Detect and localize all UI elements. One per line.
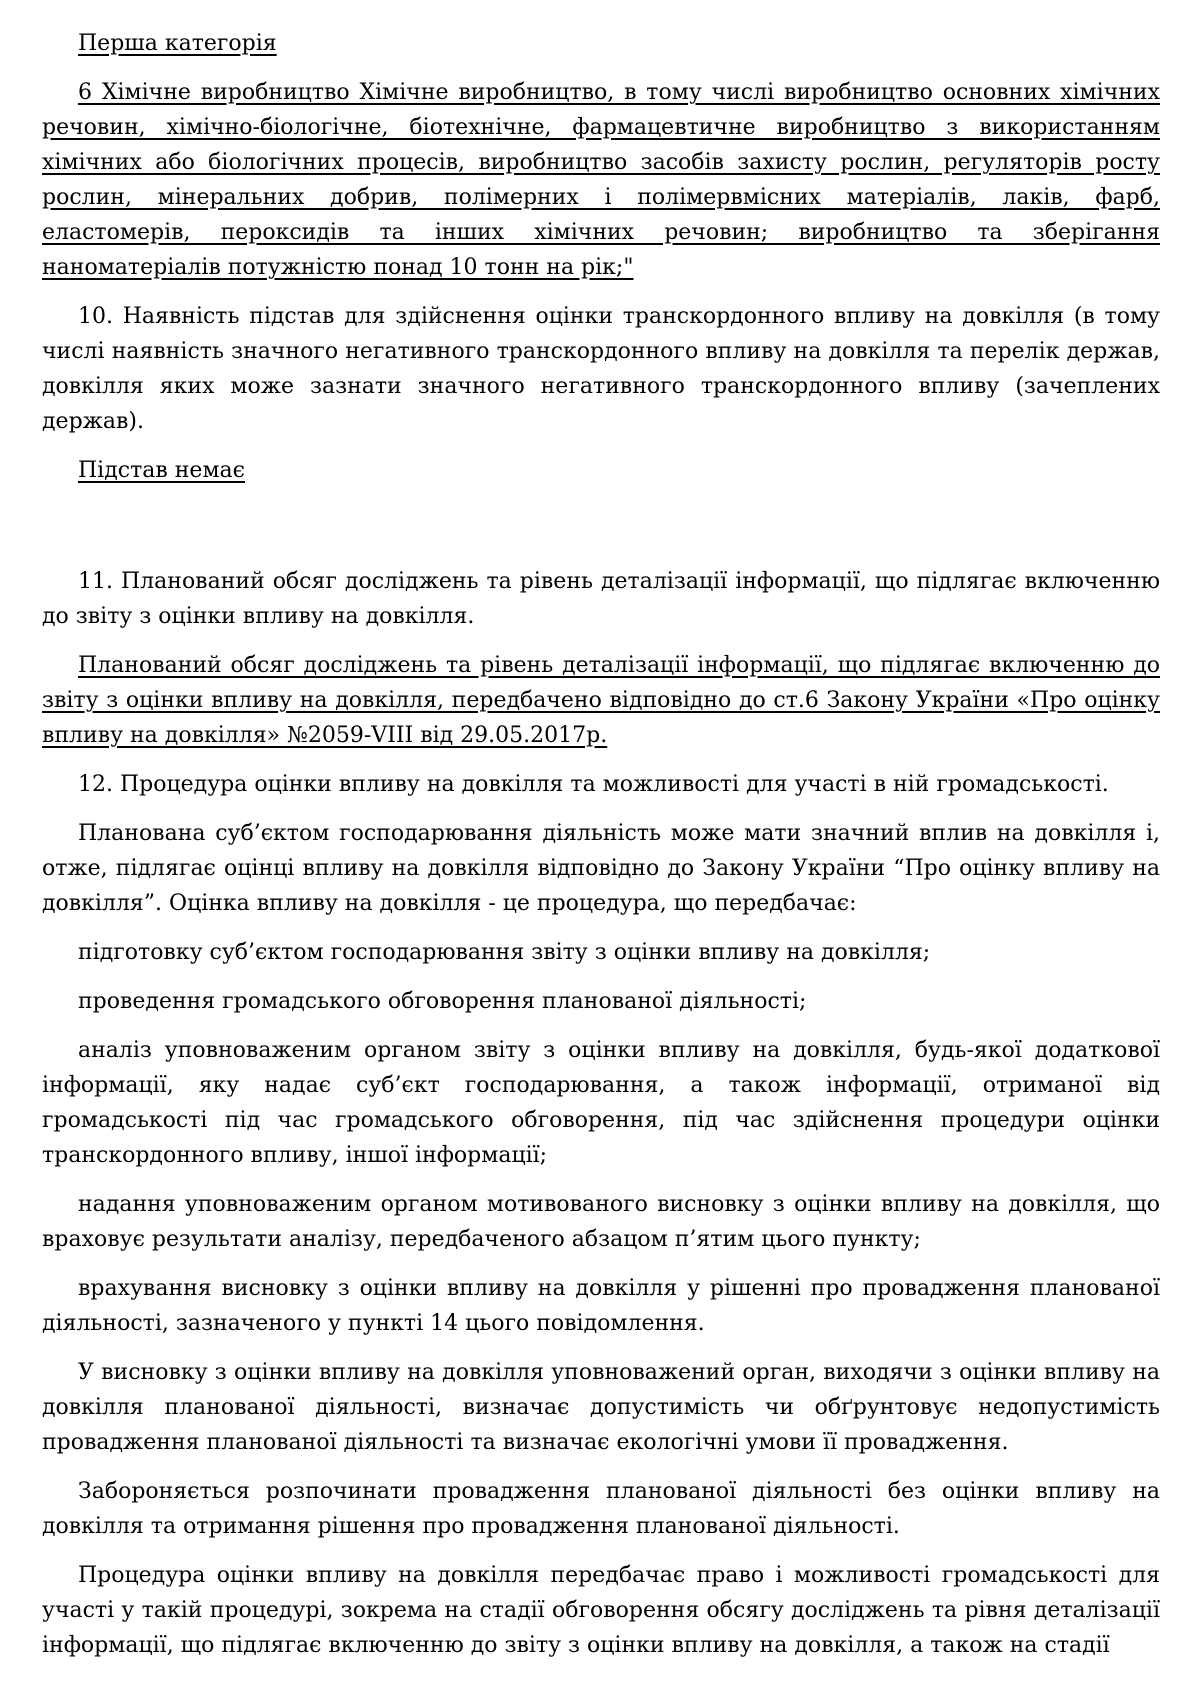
- para-no-grounds: Підстав немає: [78, 458, 245, 483]
- para-motivated-conclusion: надання уповноваженим органом мотивованого висновку з оцінки впливу на довкілля, що враховує результати аналізу, передбаченого абзацом п’ятим цього пункту;: [42, 1192, 1160, 1252]
- para-prohibition-without-assessment: Забороняється розпочинати провадження планованої діяльності без оцінки впливу на довкілля та отримання рішення про провадження планованої діяльності.: [42, 1479, 1160, 1539]
- para-admissibility-determination: У висновку з оцінки впливу на довкілля уповноважений орган, виходячи з оцінки впливу на довкілля планованої діяльності, визначає допустимість чи обґрунтовує недопустимість провадження планованої діяльності та визначає екологічні умови її провадження.: [42, 1360, 1160, 1455]
- para-item-10-transboundary: 10. Наявність підстав для здійснення оцінки транскордонного впливу на довкілля (в тому числі наявність значного негативного транскордонного впливу на довкілля та перелік держав, довкілля яких може зазнати значного негативного транскордонного впливу (зачеплених держав).: [42, 304, 1160, 434]
- para-report-preparation: підготовку суб’єктом господарювання звіту з оцінки впливу на довкілля;: [78, 940, 931, 965]
- para-authority-analysis: аналіз уповноваженим органом звіту з оцінки впливу на довкілля, будь-якої додаткової інформації, яку надає суб’єкт господарювання, а також інформації, отриманої від громадськості під час громадського обговорення, під час здійснення процедури оцінки транскордонного впливу, іншої інформації;: [42, 1038, 1160, 1168]
- para-planned-scope-law-reference: Планований обсяг досліджень та рівень деталізації інформації, що підлягає включенню до звіту з оцінки впливу на довкілля, передбачено відповідно до ст.6 Закону України «Про оцінку впливу на довкілля» №2059-VIII від 29.05.2017р.: [42, 653, 1160, 748]
- para-item-11-planned-scope: 11. Планований обсяг досліджень та рівень деталізації інформації, що підлягає включенню до звіту з оцінки впливу на довкілля.: [42, 569, 1160, 629]
- para-item-12-procedure: 12. Процедура оцінки впливу на довкілля та можливості для участі в ній громадськості.: [78, 772, 1109, 797]
- para-chemical-production: 6 Хімічне виробництво Хімічне виробництво, в тому числі виробництво основних хімічних речовин, хімічно-біологічне, біотехнічне, фармацевтичне виробництво з використанням хімічних або біологічних процесів, виробництво засобів захисту рослин, регуляторів росту рослин, мінеральних добрив, полімерних і полімервмісних матеріалів, лаків, фарб, еластомерів, пероксидів та інших хімічних речовин; виробництво та зберігання наноматеріалів потужністю понад 10 тонн на рік;": [42, 80, 1160, 280]
- para-public-participation-rights: Процедура оцінки впливу на довкілля передбачає право і можливості громадськості для участі у такій процедурі, зокрема на стадії обговорення обсягу досліджень та рівня деталізації інформації, що підлягає включенню до звіту з оцінки впливу на довкілля, а також на стадії: [42, 1563, 1160, 1658]
- para-planned-activity-impact: Планована суб’єктом господарювання діяльність може мати значний вплив на довкілля і, отже, підлягає оцінці впливу на довкілля відповідно до Закону України “Про оцінку впливу на довкілля”. Оцінка впливу на довкілля - це процедура, що передбачає:: [42, 821, 1160, 916]
- para-public-discussion: проведення громадського обговорення планованої діяльності;: [78, 989, 807, 1014]
- category-heading: Перша категорія: [78, 31, 277, 56]
- para-conclusion-consideration: врахування висновку з оцінки впливу на довкілля у рішенні про провадження планованої діяльності, зазначеного у пункті 14 цього повідомлення.: [42, 1276, 1160, 1336]
